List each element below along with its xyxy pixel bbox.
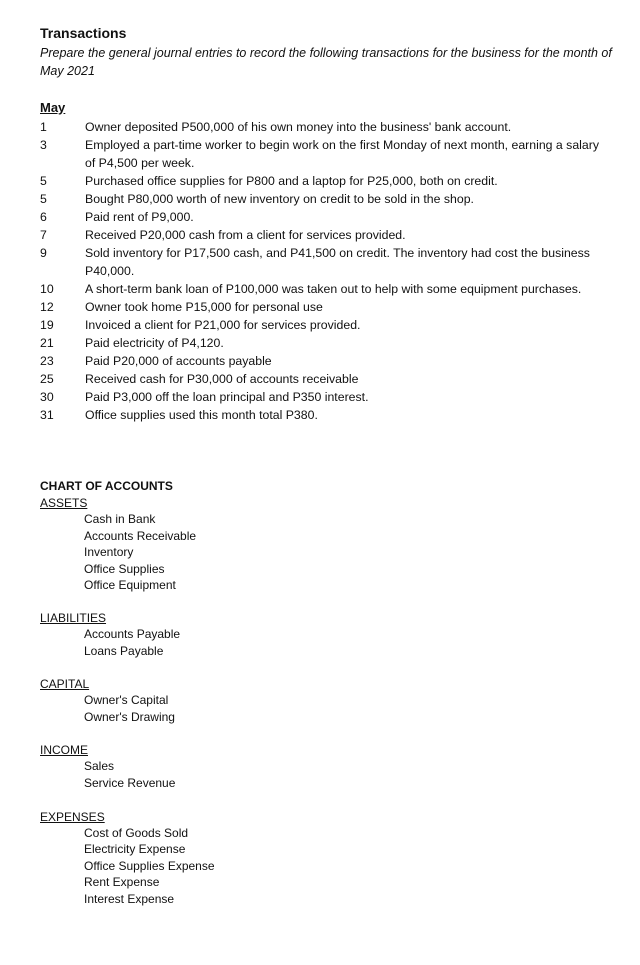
transaction-row: [40, 190, 600, 208]
chart-of-accounts-title: CHART OF ACCOUNTS: [40, 479, 173, 493]
coa-account: Accounts Receivable: [84, 528, 197, 543]
coa-section-heading: ASSETS: [40, 496, 88, 510]
coa-account: Owner's Drawing: [84, 709, 175, 724]
coa-account: Electricity Expense: [84, 842, 186, 857]
transaction-description: Received cash for P30,000 of accounts receivable: [85, 372, 359, 386]
transaction-description: Bought P80,000 worth of new inventory on credit to be sold in the shop.: [85, 192, 474, 206]
transaction-description: Invoiced a client for P21,000 for services provided.: [85, 318, 361, 332]
transaction-row: [40, 118, 600, 136]
coa-section-heading: INCOME: [40, 743, 88, 758]
coa-account-list: [40, 825, 440, 908]
transaction-day: 5: [40, 192, 47, 206]
coa-section-assets: [40, 495, 440, 594]
transaction-description: Paid P3,000 off the loan principal and P350 interest.: [85, 390, 369, 404]
document-subtitle: Prepare the general journal entries to record the following transactions for the business for the month of May 2021: [40, 46, 612, 78]
coa-section-liabilities: [40, 610, 440, 659]
coa-account: Office Supplies Expense: [84, 858, 215, 873]
transaction-day: 21: [40, 336, 54, 350]
transaction-row: [40, 244, 600, 280]
transaction-day: 30: [40, 390, 54, 404]
transaction-row: [40, 388, 600, 406]
transaction-list: [40, 118, 600, 424]
coa-account: Rent Expense: [84, 875, 160, 890]
transaction-day: 6: [40, 210, 47, 224]
transaction-day: 23: [40, 354, 54, 368]
transaction-day: 19: [40, 318, 54, 332]
coa-section-heading: EXPENSES: [40, 809, 105, 824]
transaction-description: Paid P20,000 of accounts payable: [85, 354, 272, 368]
transaction-row: [40, 334, 600, 352]
coa-account-list: [40, 692, 440, 725]
coa-account: Sales: [84, 759, 115, 774]
coa-account: Office Supplies: [84, 561, 165, 576]
month-header: May: [40, 100, 66, 115]
transaction-row: [40, 298, 600, 316]
transaction-row: [40, 370, 600, 388]
transaction-day: 12: [40, 300, 54, 314]
coa-account: Accounts Payable: [84, 626, 181, 641]
coa-account: Inventory: [84, 545, 134, 560]
transaction-day: 9: [40, 246, 47, 260]
coa-section-expenses: [40, 809, 440, 908]
transaction-description: Sold inventory for P17,500 cash, and P41,500 on credit. The inventory had cost the business P40,000.: [85, 246, 590, 278]
transaction-row: [40, 172, 600, 190]
transaction-day: 3: [40, 138, 47, 152]
coa-account: Interest Expense: [84, 891, 175, 906]
coa-account: Cash in Bank: [84, 512, 156, 526]
coa-account: Office Equipment: [84, 578, 176, 593]
coa-account: Service Revenue: [84, 775, 176, 790]
transaction-row: [40, 136, 600, 172]
transaction-description: Purchased office supplies for P800 and a laptop for P25,000, both on credit.: [85, 174, 498, 188]
transaction-day: 5: [40, 174, 47, 188]
coa-account: Cost of Goods Sold: [84, 825, 189, 840]
transaction-row: [40, 316, 600, 334]
transaction-row: [40, 208, 600, 226]
transaction-description: Received P20,000 cash from a client for services provided.: [85, 228, 406, 242]
transaction-row: [40, 280, 600, 298]
coa-account-list: [40, 511, 440, 594]
transaction-row: [40, 406, 600, 424]
coa-section-capital: [40, 676, 440, 725]
transaction-description: Employed a part-time worker to begin work on the first Monday of next month, earning a salary of P4,500 per week.: [85, 138, 599, 170]
transaction-day: 1: [40, 120, 47, 134]
transaction-description: Paid rent of P9,000.: [85, 210, 194, 224]
transaction-description: Office supplies used this month total P380.: [85, 408, 318, 422]
transaction-description: Owner deposited P500,000 of his own money into the business' bank account.: [85, 120, 512, 134]
transaction-description: Paid electricity of P4,120.: [85, 336, 224, 350]
coa-account-list: [40, 758, 440, 791]
transaction-description: A short-term bank loan of P100,000 was taken out to help with some equipment purchases.: [85, 282, 582, 296]
coa-account: Owner's Capital: [84, 693, 169, 708]
transaction-day: 10: [40, 282, 54, 296]
transaction-row: [40, 352, 600, 370]
coa-account-list: [40, 626, 440, 659]
document-title: Transactions: [40, 25, 127, 41]
coa-account: Loans Payable: [84, 643, 164, 658]
transaction-day: 25: [40, 372, 54, 386]
coa-section-heading: CAPITAL: [40, 677, 90, 692]
coa-section-heading: LIABILITIES: [40, 610, 107, 625]
coa-section-income: [40, 742, 440, 791]
transaction-day: 31: [40, 408, 54, 422]
transaction-description: Owner took home P15,000 for personal use: [85, 300, 323, 314]
transaction-day: 7: [40, 228, 47, 242]
chart-of-accounts: [40, 478, 440, 908]
transaction-row: [40, 226, 600, 244]
